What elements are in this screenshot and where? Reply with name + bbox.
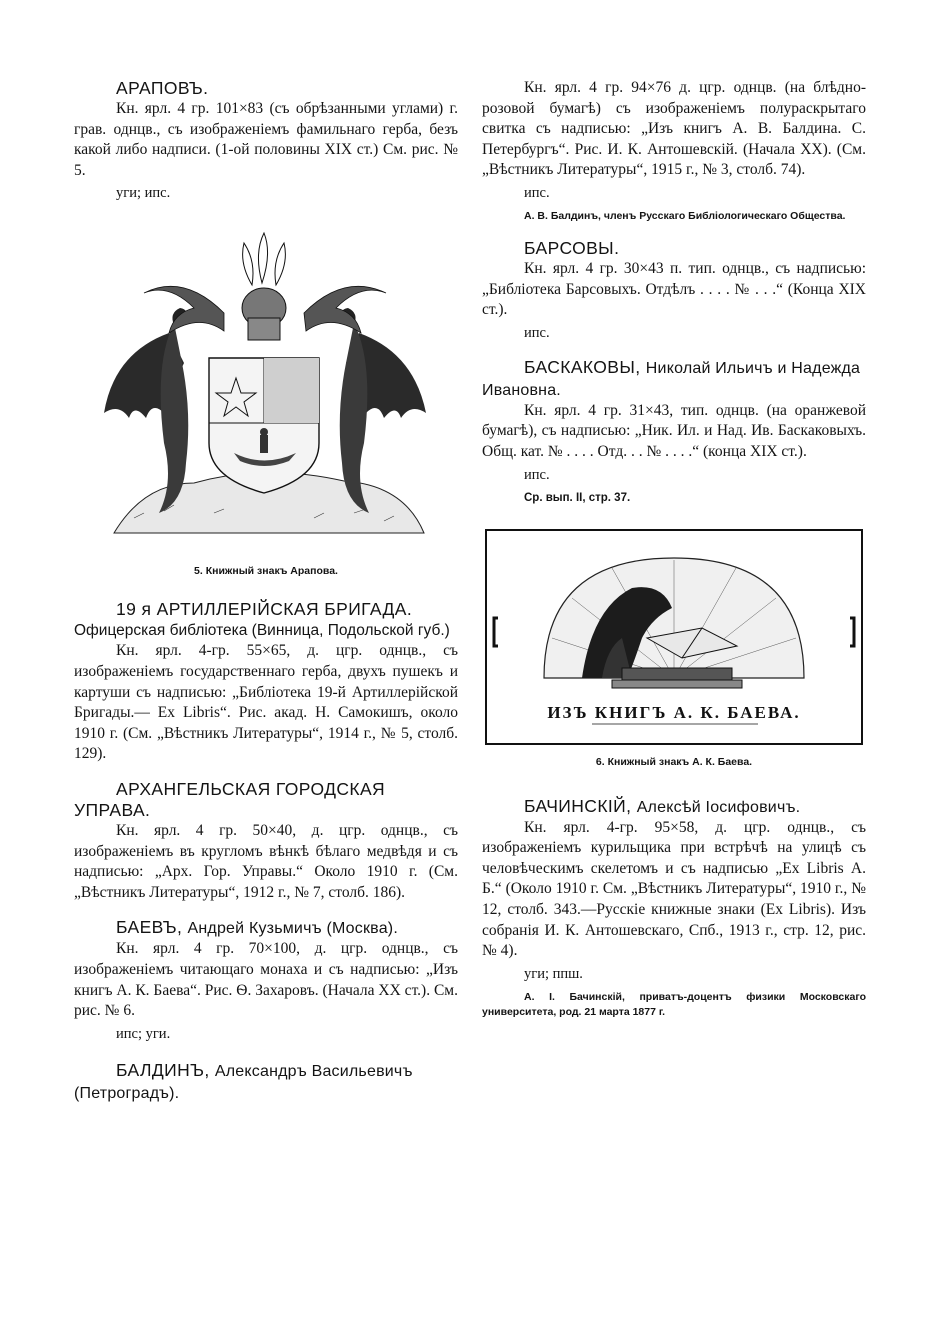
entry-heading: БАЕВЪ, bbox=[116, 917, 183, 938]
entry-baskakovy bbox=[482, 357, 866, 506]
entry-body: Кн. ярл. 4 гр. 101×83 (съ обрѣзанными углами) г. грав. однцв., съ изображеніемъ фамильнаго герба, безъ какой либо надписи. (1-ой половины XIX ст.) См. рис. № 5. bbox=[74, 100, 458, 179]
figure-caption: 5. Книжный знакъ Арапова. bbox=[194, 565, 338, 578]
entry-codes: уги; ипс. bbox=[116, 185, 171, 202]
entry-note: А. І. Бачинскій, приватъ-доцентъ физики Московскаго университета, род. 21 марта 1877 г. bbox=[482, 990, 866, 1018]
entry-codes: ипс. bbox=[524, 324, 550, 341]
entry-heading: БАЧИНСКІЙ, bbox=[524, 795, 632, 816]
entry-body: Кн. ярл. 4 гр. 70×100, д. цгр. однцв., съ изображеніемъ читающаго монаха и съ надписью: „Изъ книгъ А. К. Баева“. Рис. Ѳ. Захаровъ. (Начала XX ст.). См. рис. № 6. bbox=[74, 940, 458, 1020]
entry-heading: 19 я АРТИЛЛЕРІЙСКАЯ БРИГАДА. bbox=[116, 599, 413, 620]
entry-heading-sub: Алексѣй Іосифовичъ. bbox=[636, 798, 801, 816]
entry-heading-line bbox=[74, 1060, 458, 1104]
entry-baldin bbox=[74, 1060, 458, 1104]
entry-codes: ипс. bbox=[524, 466, 550, 483]
entry-heading-sub: Андрей Кузьмичъ (Москва). bbox=[187, 920, 398, 938]
entry-body: Кн. ярл. 4-гр. 95×58, д. цгр. однцв., съ изображеніемъ курильщика при встрѣчѣ на улицѣ съ человѣческимъ скелетомъ и съ надписью „Ex Libris А. Б.“ (Около 1910 г. См. „Вѣстникъ Литературы“, 1910 г., № 12, столб. 343.—Русскіе книжные знаки (Ex Libris). Изъ собранія И. К. Антошевскаго, Спб., 1913 г., стр. 12, рис. № 4). bbox=[482, 818, 866, 960]
entry-body: Кн. ярл. 4 гр. 94×76 д. цгр. однцв. (на блѣдно-розовой бумагѣ) съ изображеніемъ полураскрытаго свитка съ надписью: „Изъ книгъ А. В. Балдина. С. Петербургъ“. Рис. И. К. Антошевскій. (Начала XX). (См. „Вѣстникъ Литературы“, 1915 г., № 3, столб. 74). bbox=[482, 79, 866, 179]
entry-barsovy bbox=[482, 238, 866, 343]
entry-arkhangelsk bbox=[74, 779, 458, 903]
entry-heading-sub: Николай Ильичъ и Надежда Ивановна. bbox=[482, 359, 861, 399]
entry-heading-line bbox=[524, 796, 866, 818]
entry-heading: АРХАНГЕЛЬСКАЯ ГОРОДСКАЯ УПРАВА. bbox=[74, 778, 386, 820]
entry-arapov bbox=[74, 78, 458, 203]
entry-heading-line bbox=[482, 357, 866, 401]
figure-arapov-bookplate bbox=[74, 213, 458, 577]
entry-baev bbox=[74, 917, 458, 1043]
entry-heading-line bbox=[116, 917, 458, 939]
entry-heading: АРАПОВЪ. bbox=[116, 78, 209, 98]
entry-heading: БАЛДИНЪ, bbox=[116, 1059, 210, 1080]
entry-body: Кн. ярл. 4 гр. 30×43 п. тип. однцв., съ надписью: „Библіотека Барсовыхъ. Отдѣлъ . . . . № . . .“ (Конца XIX ст.). bbox=[482, 259, 866, 319]
entry-heading: БАРСОВЫ. bbox=[524, 237, 620, 258]
bookplate-inscription: ИЗЪ КНИГЪ А. К. БАЕВА. bbox=[547, 702, 801, 722]
left-column bbox=[74, 78, 458, 1118]
entry-note: А. В. Балдинъ, членъ Русскаго Библіологическаго Общества. bbox=[524, 209, 846, 222]
entry-note: Ср. вып. II, стр. 37. bbox=[524, 491, 631, 504]
entry-heading: БАСКАКОВЫ, bbox=[524, 356, 641, 377]
entry-heading-sub: Александръ Васильевичъ (Петроградъ). bbox=[74, 1062, 413, 1102]
right-column bbox=[482, 78, 866, 1034]
entry-codes: уги; ппш. bbox=[524, 965, 583, 982]
figure-baev-bookplate bbox=[482, 528, 866, 768]
entry-codes: ипс; уги. bbox=[116, 1025, 171, 1042]
entry-body: Кн. ярл. 4 гр. 31×43, тип. однцв. (на оранжевой бумагѣ), съ надписью: „Ник. Ил. и Над. Ив. Баскаковыхъ. Общ. кат. № . . . . Отд. . . № . . . .“ (конца XIX ст.). bbox=[482, 401, 866, 460]
coat-of-arms-illustration bbox=[74, 213, 458, 563]
bookplate-illustration bbox=[482, 528, 866, 746]
entry-subheading: Офицерская библіотека (Винница, Подольской губ.) bbox=[74, 622, 450, 640]
entry-body: Кн. ярл. 4-гр. 55×65, д. цгр. однцв., съ изображеніемъ государственнаго герба, двухъ пушекъ и картуши съ надписью: „Библіотека 19-й Артиллерійской Бригады.— Ex Libris“. Рис. акад. Н. Самокишъ, около 1910 г. (См. „Вѣстникъ Литературы“, 1914 г., № 5, столб. 129). bbox=[74, 642, 458, 763]
entry-artillery bbox=[74, 599, 458, 765]
entry-body: Кн. ярл. 4 гр. 50×40, д. цгр. однцв., съ изображеніемъ въ кругломъ вѣнкѣ бѣлаго медвѣдя и съ надписью: „Арх. Гор. Управы.“ Около 1910 г. (См. „Вѣстникъ Литературы“, 1912 г., № 7, столб. 186). bbox=[74, 821, 458, 901]
entry-bachinsky bbox=[482, 796, 866, 1020]
figure-caption: 6. Книжный знакъ А. К. Баева. bbox=[595, 755, 753, 768]
entry-codes: ипс. bbox=[524, 184, 550, 201]
entry-baldin-continued bbox=[482, 78, 866, 224]
